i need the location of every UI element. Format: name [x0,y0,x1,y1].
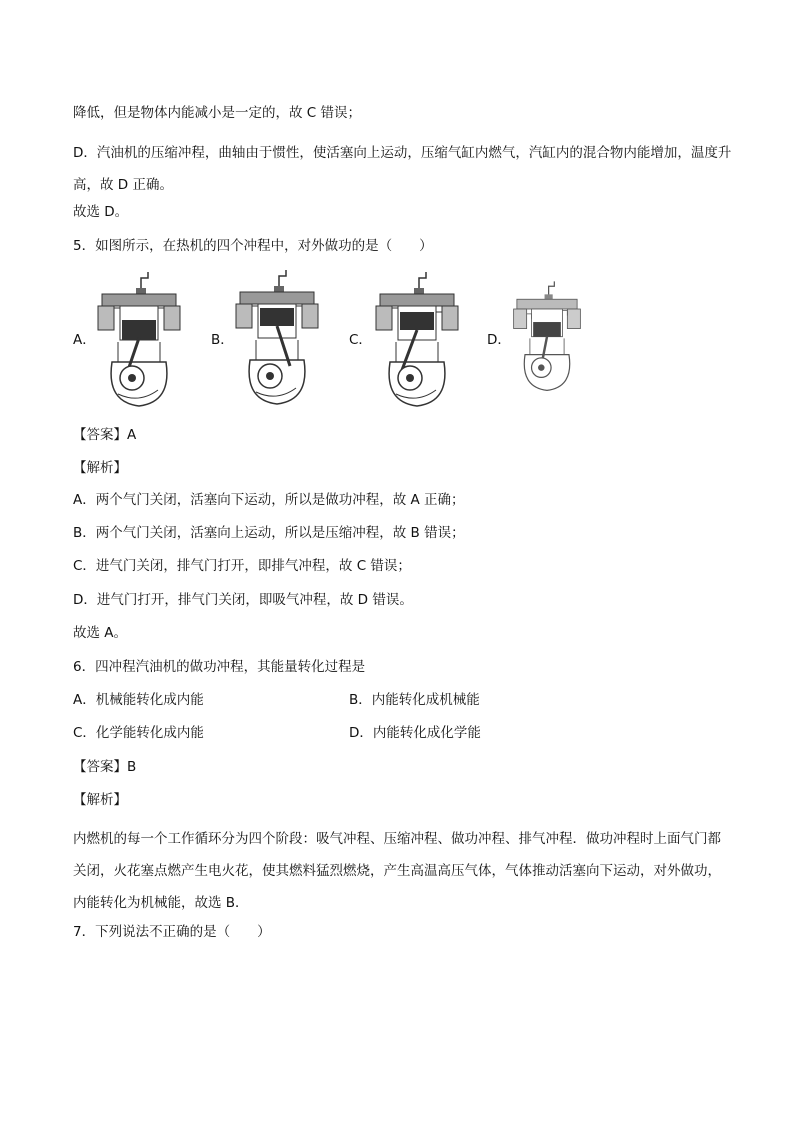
q6-answer: 【答案】B [73,759,137,775]
q5-analysis-d: D．进气门打开，排气门关闭，即吸气冲程，故 D 错误。 [73,592,413,608]
q6-stem: 6．四冲程汽油机的做功冲程，其能量转化过程是 [73,659,366,675]
q5-analysis-b: B．两个气门关闭，活塞向上运动，所以是压缩冲程，故 B 错误； [73,525,465,541]
q6-analysis-heading: 【解析】 [73,792,127,808]
q6-option-b: B．内能转化成机械能 [349,692,480,708]
solution-conclusion: 故选 D。 [73,204,129,220]
q5-option-d-label: D． [487,332,511,348]
q7-stem: 7．下列说法不正确的是（ ） [73,924,271,940]
q5-option-a-label: A． [73,332,96,348]
q6-option-d: D．内能转化成化学能 [349,725,481,741]
q6-option-a: A．机械能转化成内能 [73,692,204,708]
q6-analysis-text: 内燃机的每一个工作循环分为四个阶段：吸气冲程、压缩冲程、做功冲程、排气冲程．做功冲程时上面气门都关闭，火花塞点燃产生电火花，使其燃料猛烈燃烧，产生高温高压气体，气体推动活塞向下运动，对外做功，内能转化为机械能，故选 B． [73,831,721,911]
engine-diagram-b-icon [234,270,320,408]
q5-analysis-heading: 【解析】 [73,460,127,476]
engine-diagram-a-icon [96,272,182,410]
engine-diagram-c-icon [374,272,460,410]
solution-line-c: 降低，但是物体内能减小是一定的，故 C 错误； [73,105,362,121]
engine-diagram-d-icon [512,280,582,395]
q5-answer: 【答案】A [73,427,137,443]
solution-line-d: D．汽油机的压缩冲程，曲轴由于惯性，使活塞向上运动，压缩气缸内燃气，汽缸内的混合物内能增加，温度升高，故 D 正确。 [73,145,732,193]
q5-analysis-c: C．进气门关闭，排气门打开，即排气冲程，故 C 错误； [73,558,411,574]
q6-option-c: C．化学能转化成内能 [73,725,204,741]
q5-stem: 5．如图所示，在热机的四个冲程中，对外做功的是（ ） [73,238,433,254]
q5-conclusion: 故选 A。 [73,625,128,641]
q5-option-b-label: B． [211,332,234,348]
q5-option-c-label: C． [349,332,372,348]
q5-analysis-a: A．两个气门关闭，活塞向下运动，所以是做功冲程，故 A 正确； [73,492,465,508]
